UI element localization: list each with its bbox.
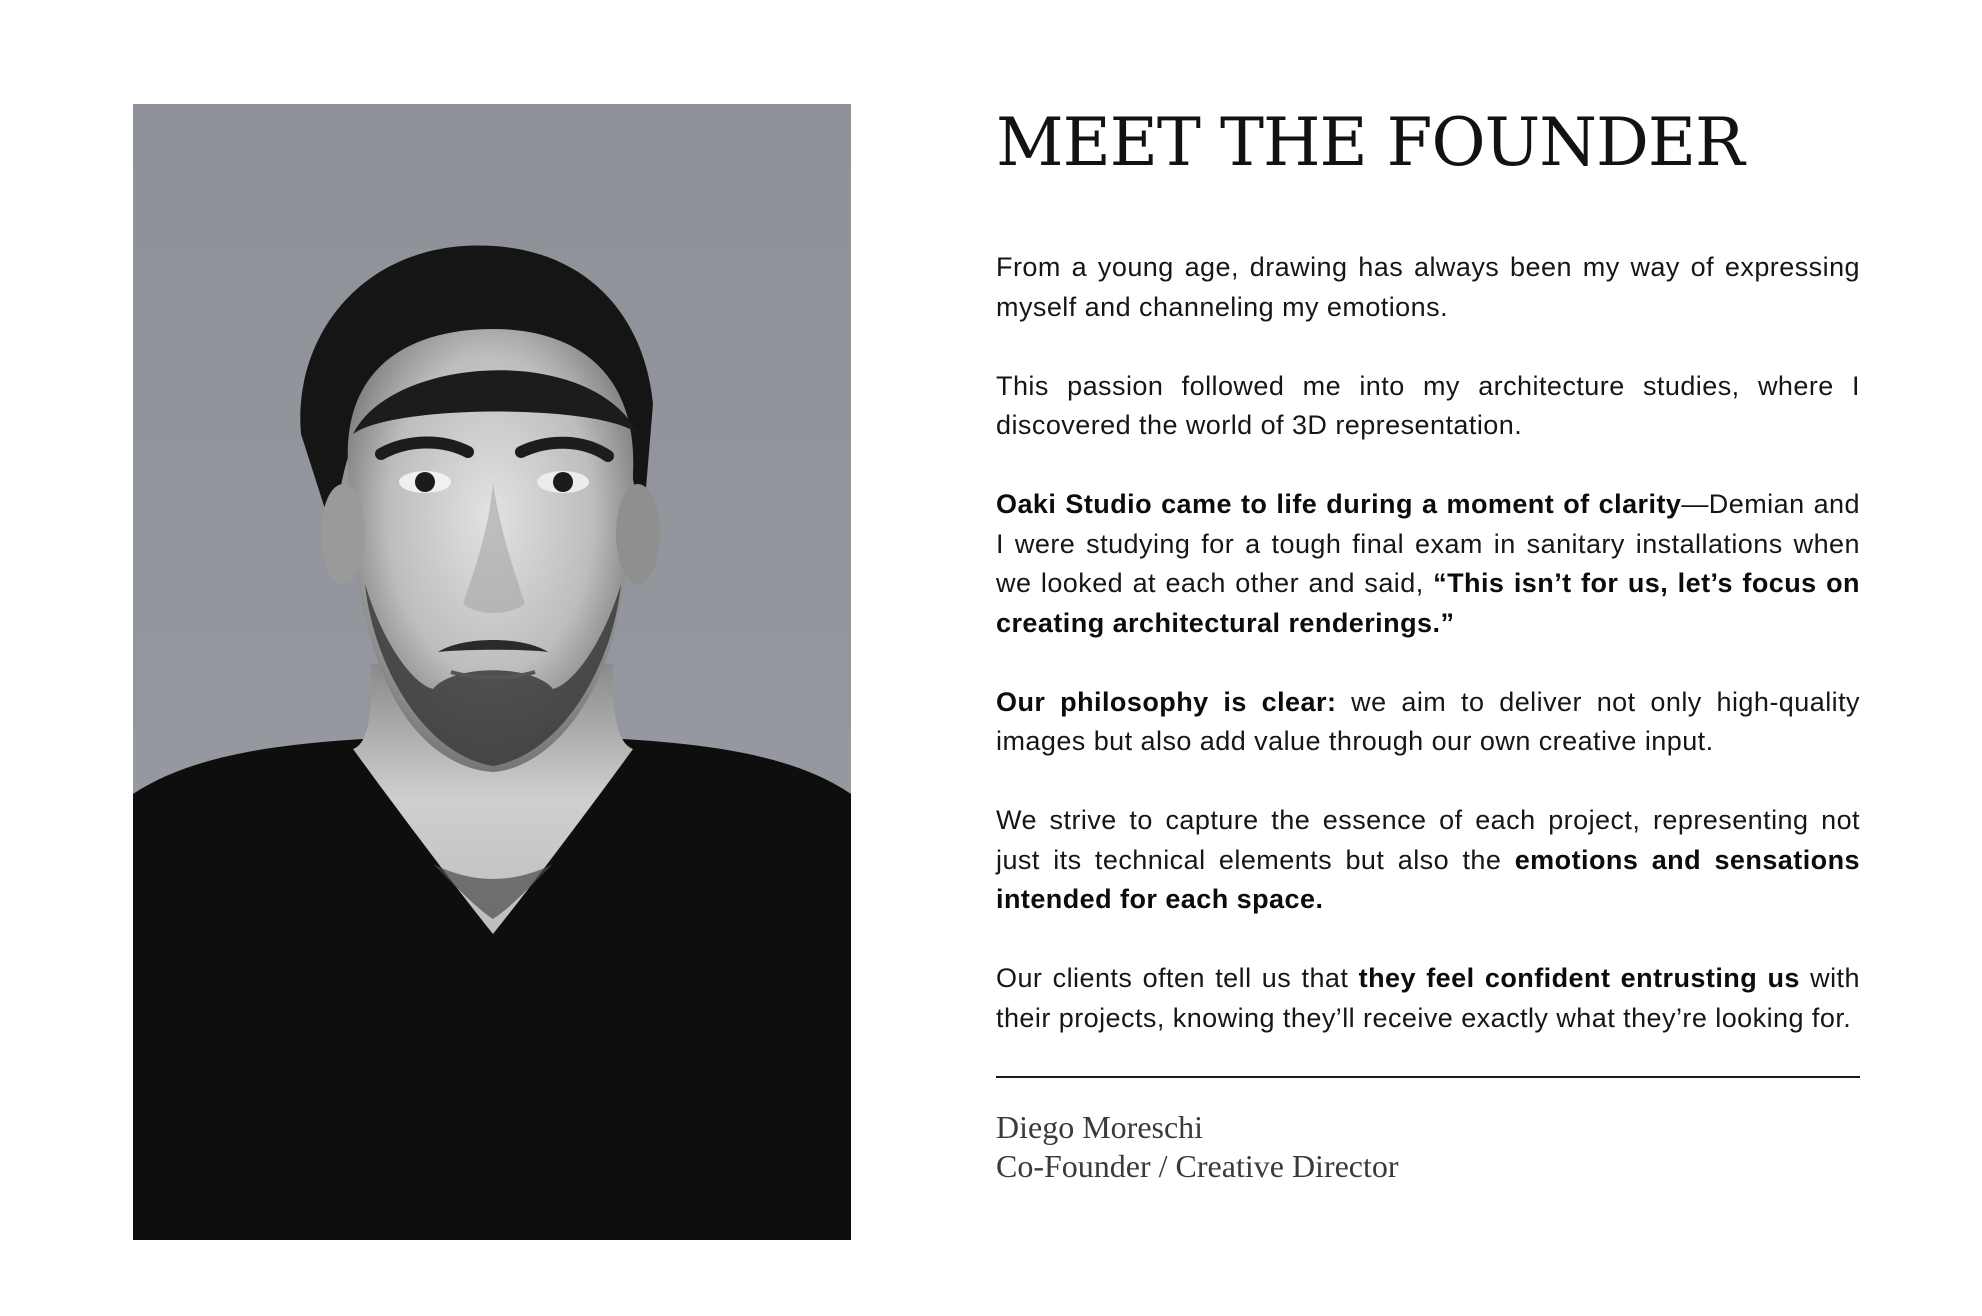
paragraph-text: Our clients often tell us that — [996, 963, 1359, 993]
founder-name: Diego Moreschi — [996, 1109, 1204, 1145]
paragraph-text: From a young age, drawing has always been my way of expressing myself and channeling my emotions. — [996, 252, 1860, 322]
story-paragraph-5 — [996, 801, 1860, 920]
paragraph-emphasis: emotions and sensations intended for each space. — [996, 844, 1860, 914]
story-paragraph-6 — [996, 959, 1860, 1038]
founder-role: Co-Founder / Creative Director — [996, 1148, 1399, 1184]
page-title: MEET THE FOUNDER — [996, 104, 1744, 181]
paragraph-quote: “This isn’t for us, let’s focus on creating architectural renderings.” — [996, 568, 1860, 638]
founder-story — [996, 248, 1860, 1038]
paragraph-text: This passion followed me into my architecture studies, where I discovered the world of 3D representation. — [996, 370, 1860, 440]
paragraph-text: we aim to deliver not only high-quality images but also add value through our own creative input. — [996, 686, 1860, 756]
paragraph-text: We strive to capture the essence of each project, representing not just its technical elements but also the — [996, 805, 1860, 875]
paragraph-emphasis: Our philosophy is clear: — [996, 686, 1337, 717]
story-paragraph-3 — [996, 485, 1860, 643]
story-paragraph-4 — [996, 683, 1860, 762]
signature-block — [996, 1108, 1860, 1186]
paragraph-text: with their projects, knowing they’ll receive exactly what they’re looking for. — [996, 963, 1860, 1033]
founder-portrait-photo — [133, 104, 851, 1240]
story-paragraph-1 — [996, 248, 1860, 327]
paragraph-emphasis: Oaki Studio came to life during a moment of clarity — [996, 489, 1682, 519]
paragraph-emphasis: they feel confident entrusting us — [1358, 963, 1800, 993]
paragraph-text: —Demian and I were studying for a tough final exam in sanitary installations when we looked at each other and said, — [996, 489, 1860, 598]
founder-text-column — [996, 104, 1860, 1186]
signature-divider — [996, 1076, 1860, 1078]
founder-portrait-illustration — [133, 104, 851, 1240]
story-paragraph-2 — [996, 367, 1860, 446]
